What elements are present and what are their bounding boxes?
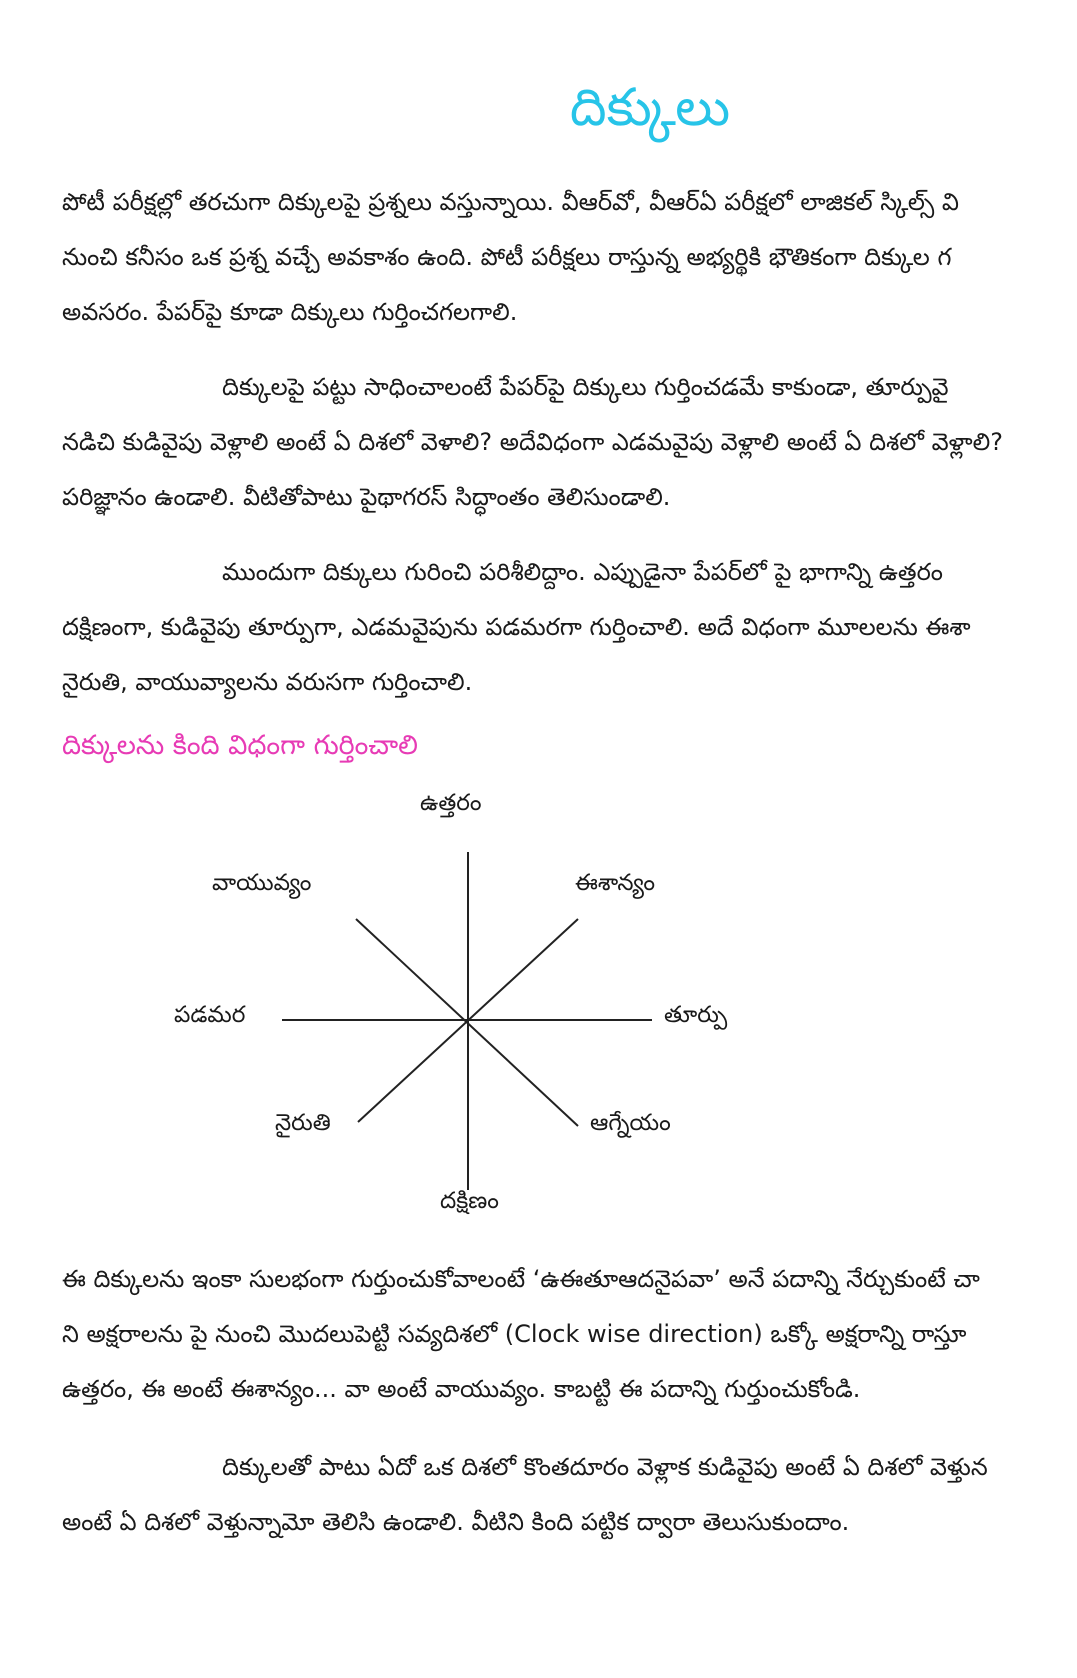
paragraph-turns — [62, 1440, 1077, 1550]
paragraph-directions-intro — [62, 545, 1077, 710]
compass-label-northwest: వాయువ్యం — [212, 870, 312, 896]
paragraph-line: ఈ దిక్కులను ఇంకా సులభంగా గుర్తుంచుకోవాలంటే ‘ఉఈతూఆదనైపవా’ అనే పదాన్ని నేర్చుకుంటే చా — [62, 1265, 980, 1293]
paragraph-line: ని అక్షరాలను పై నుంచి మొదలుపెట్టి సవ్యదిశలో (Clock wise direction) ఒక్కో అక్షరాన్ని రాస్తూ — [62, 1320, 967, 1348]
paragraph-line: అంటే ఏ దిశలో వెళ్తున్నామో తెలిసి ఉండాలి. వీటిని కింది పట్టిక ద్వారా తెలుసుకుందాం. — [62, 1508, 850, 1536]
northeast-southwest-line — [358, 919, 578, 1122]
paragraph-mastery — [62, 360, 1077, 525]
section-heading: దిక్కులను కింది విధంగా గుర్తించాలి — [62, 730, 418, 761]
paragraph-line: పరిజ్ఞానం ఉండాలి. వీటితోపాటు పైథాగరస్ సిద్ధాంతం తెలిసుండాలి. — [62, 483, 671, 511]
compass-label-southwest: నైరుతి — [275, 1110, 331, 1136]
compass-label-north: ఉత్తరం — [420, 790, 482, 816]
compass-label-east: తూర్పు — [664, 1002, 728, 1028]
page-title: దిక్కులు — [569, 78, 731, 138]
paragraph-line: దక్షిణంగా, కుడివైపు తూర్పుగా, ఎడమవైపును పడమరగా గుర్తించాలి. అదే విధంగా మూలలను ఈశా — [62, 613, 971, 641]
paragraph-mnemonic — [62, 1252, 1077, 1417]
paragraph-line: దిక్కులతో పాటు ఏదో ఒక దిశలో కొంతదూరం వెళ్లాక కుడివైపు అంటే ఏ దిశలో వెళ్తున — [222, 1453, 988, 1481]
paragraph-line: నైరుతి, వాయువ్యాలను వరుసగా గుర్తించాలి. — [62, 668, 473, 696]
paragraph-intro — [62, 175, 1077, 340]
compass-label-south: దక్షిణం — [440, 1188, 499, 1214]
paragraph-line: దిక్కులపై పట్టు సాధించాలంటే పేపర్‌పై దిక్కులు గుర్తించడమే కాకుండా, తూర్పువై — [222, 373, 949, 401]
paragraph-line: అవసరం. పేపర్‌పై కూడా దిక్కులు గుర్తించగలగాలి. — [62, 298, 518, 326]
northwest-southeast-line — [356, 919, 578, 1126]
compass-label-west: పడమర — [174, 1002, 246, 1028]
paragraph-line: ముందుగా దిక్కులు గురించి పరిశీలిద్దాం. ఎప్పుడైనా పేపర్‌లో పై భాగాన్ని ఉత్తరం — [222, 558, 943, 586]
paragraph-line: ఉత్తరం, ఈ అంటే ఈశాన్యం... వా అంటే వాయువ్యం. కాబట్టి ఈ పదాన్ని గుర్తుంచుకోండి. — [62, 1375, 861, 1403]
compass-label-northeast: ఈశాన్యం — [575, 870, 656, 896]
paragraph-line: నుంచి కనీసం ఒక ప్రశ్న వచ్చే అవకాశం ఉంది. పోటీ పరీక్షలు రాస్తున్న అభ్యర్థికి భౌతికంగా దిక్కుల గ — [62, 243, 952, 271]
compass-label-southeast: ఆగ్నేయం — [590, 1110, 671, 1136]
paragraph-line: పోటీ పరీక్షల్లో తరచుగా దిక్కులపై ప్రశ్నలు వస్తున్నాయి. వీఆర్‌వో, వీఆర్ఏ పరీక్షలో లాజికల్ స్కిల్స్ వి — [62, 188, 959, 216]
paragraph-line: నడిచి కుడివైపు వెళ్లాలి అంటే ఏ దిశలో వెళాలి? అదేవిధంగా ఎడమవైపు వెళ్లాలి అంటే ఏ దిశలో వెళ్లాలి? — [62, 428, 1003, 456]
